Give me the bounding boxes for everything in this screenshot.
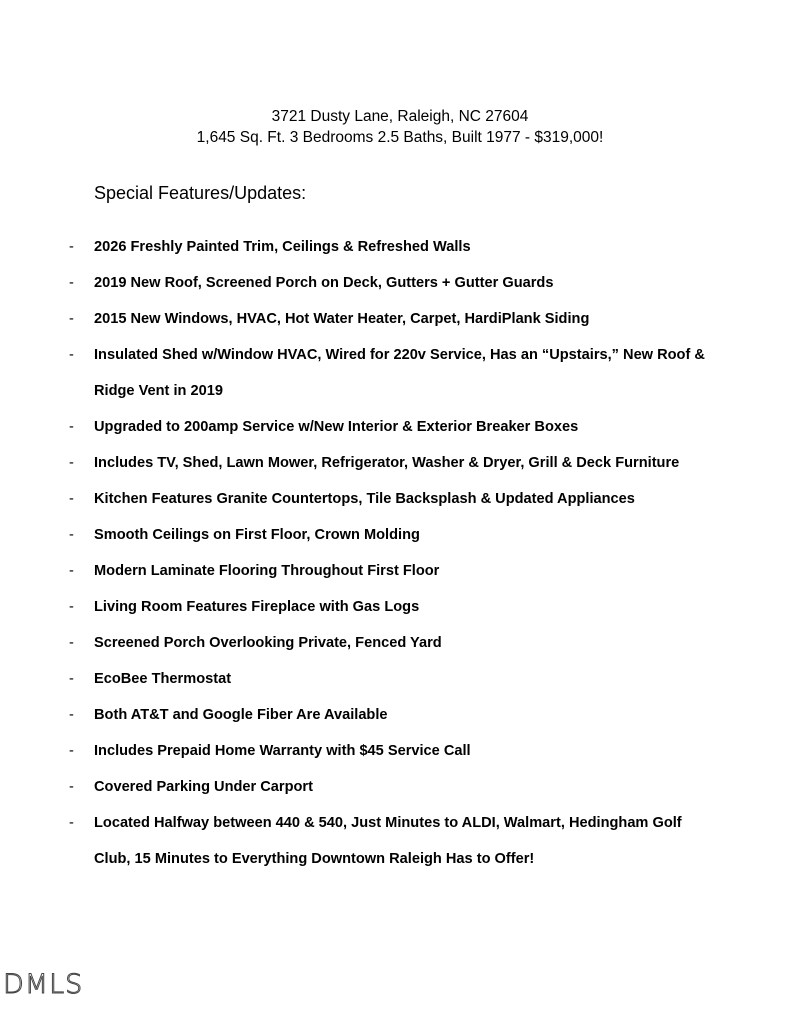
bullet-dash: - [69, 635, 74, 651]
feature-text: Modern Laminate Flooring Throughout First Floor [94, 563, 440, 579]
bullet-dash: - [69, 527, 74, 543]
feature-text: 2019 New Roof, Screened Porch on Deck, Gutters + Gutter Guards [94, 275, 554, 291]
feature-text: 2015 New Windows, HVAC, Hot Water Heater, Carpet, HardiPlank Siding [94, 311, 590, 327]
feature-item [0, 661, 800, 697]
bullet-dash: - [69, 275, 74, 291]
feature-text: Living Room Features Fireplace with Gas Logs [94, 599, 420, 615]
bullet-dash: - [69, 707, 74, 723]
bullet-dash: - [69, 671, 74, 687]
feature-item [0, 301, 800, 337]
feature-text: 2026 Freshly Painted Trim, Ceilings & Refreshed Walls [94, 239, 471, 255]
feature-item [0, 481, 800, 517]
feature-text: Upgraded to 200amp Service w/New Interior & Exterior Breaker Boxes [94, 419, 579, 435]
bullet-dash: - [69, 815, 74, 831]
feature-item [0, 697, 800, 733]
bullet-dash: - [69, 491, 74, 507]
feature-text: Located Halfway between 440 & 540, Just Minutes to ALDI, Walmart, Hedingham Golf [94, 815, 682, 831]
bullet-dash: - [69, 563, 74, 579]
feature-text-continued: Club, 15 Minutes to Everything Downtown Raleigh Has to Offer! [94, 851, 535, 867]
feature-item [0, 517, 800, 553]
dmls-watermark-logo: DMLS [3, 969, 84, 1000]
property-address: 3721 Dusty Lane, Raleigh, NC 27604 [271, 108, 529, 125]
feature-text: Both AT&T and Google Fiber Are Available [94, 707, 388, 723]
listing-header [0, 106, 800, 148]
bullet-dash: - [69, 455, 74, 471]
feature-item [0, 589, 800, 625]
feature-text: EcoBee Thermostat [94, 671, 232, 687]
feature-text: Includes Prepaid Home Warranty with $45 Service Call [94, 743, 471, 759]
bullet-dash: - [69, 743, 74, 759]
feature-item [0, 769, 800, 805]
feature-item [0, 733, 800, 769]
feature-item [0, 265, 800, 301]
feature-text: Smooth Ceilings on First Floor, Crown Molding [94, 527, 420, 543]
feature-text: Covered Parking Under Carport [94, 779, 313, 795]
bullet-dash: - [69, 347, 74, 363]
feature-text: Insulated Shed w/Window HVAC, Wired for 220v Service, Has an “Upstairs,” New Roof & [94, 347, 705, 363]
feature-text: Includes TV, Shed, Lawn Mower, Refrigerator, Washer & Dryer, Grill & Deck Furniture [94, 455, 680, 471]
feature-list [0, 229, 800, 877]
feature-item [0, 625, 800, 661]
feature-text: Kitchen Features Granite Countertops, Tile Backsplash & Updated Appliances [94, 491, 635, 507]
feature-text: Screened Porch Overlooking Private, Fenced Yard [94, 635, 442, 651]
feature-item [0, 409, 800, 445]
bullet-dash: - [69, 419, 74, 435]
feature-item [0, 337, 800, 409]
feature-item [0, 805, 800, 877]
bullet-dash: - [69, 311, 74, 327]
feature-text-continued: Ridge Vent in 2019 [94, 383, 223, 399]
feature-item [0, 553, 800, 589]
bullet-dash: - [69, 239, 74, 255]
property-summary: 1,645 Sq. Ft. 3 Bedrooms 2.5 Baths, Built 1977 - $319,000! [196, 129, 604, 146]
feature-item [0, 229, 800, 265]
bullet-dash: - [69, 779, 74, 795]
bullet-dash: - [69, 599, 74, 615]
feature-item [0, 445, 800, 481]
section-title: Special Features/Updates: [94, 183, 307, 203]
